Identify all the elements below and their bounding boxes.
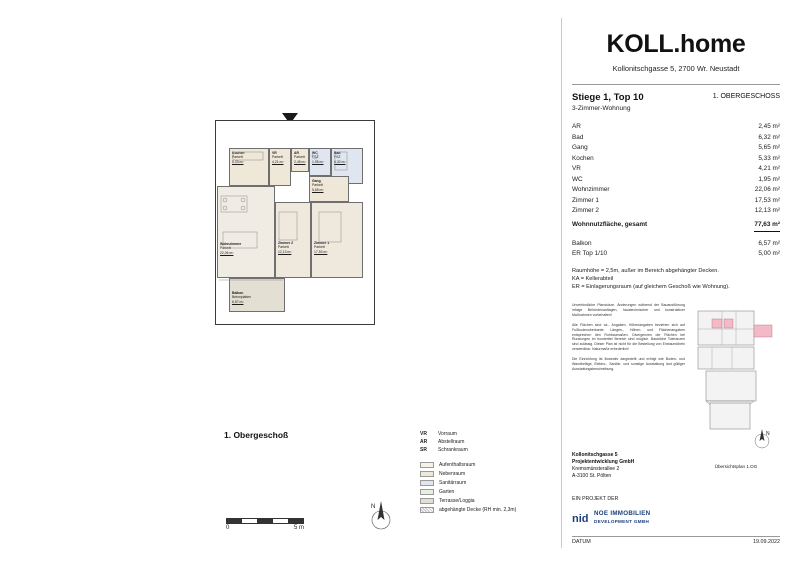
area-label: Bad (572, 133, 584, 141)
header-rule (572, 84, 780, 85)
company-address-line-3: Kremsmünsterallee 2 (572, 466, 620, 472)
area-value: 1,95 m² (758, 175, 780, 183)
area-value: 22,06 m² (754, 186, 780, 193)
area-row (572, 196, 780, 207)
legend-swatch-garten-label: Garten (439, 489, 455, 495)
legend-abbr-sr-val: Schrankraum (438, 447, 468, 453)
area-label: Zimmer 1 (572, 196, 599, 204)
company-address-line-1: Kollonitschgasse 5 (572, 452, 618, 458)
extra-value: 5,00 m² (758, 250, 780, 257)
room-zimmer-2-area: 12,13 m² (278, 249, 292, 254)
key-plan-svg (692, 303, 780, 463)
legend-swatch-sanitaerraum (420, 479, 550, 487)
area-row (572, 143, 780, 154)
area-label: VR (572, 165, 581, 172)
company-address-line-2: Projektentwicklung GmbH (572, 459, 635, 465)
extra-row (572, 239, 780, 250)
room-zimmer-1-floor: Parkett (314, 245, 325, 250)
room-kochen-floor: Parkett (232, 155, 243, 160)
legend-swatch-garten (420, 488, 550, 496)
area-value: 2,45 m² (758, 123, 780, 130)
room-balkon-area: 6,57 m² (232, 299, 244, 304)
area-total-label: Wohnnutzfläche, gesamt (572, 220, 648, 228)
legend-swatch-terrasse-label: Terrasse/Loggia (439, 498, 475, 504)
legend-swatch-sanitaerraum-label: Sanitärraum (439, 480, 467, 486)
room-bad-name: Bad (334, 151, 341, 155)
room-vr-name: VR (272, 151, 277, 155)
brand-name-2: home (680, 30, 746, 58)
svg-text:N: N (371, 504, 376, 510)
legend-swatch-aufenthaltsraum (420, 461, 550, 469)
unit-title: Stiege 1, Top 10 (572, 92, 644, 103)
company-address-line-4: A-3100 St. Pölten (572, 473, 612, 479)
notes-block (572, 267, 780, 292)
area-value: 6,32 m² (758, 133, 780, 141)
area-value: 17,53 m² (754, 196, 780, 204)
key-plan-north-icon (755, 429, 770, 448)
room-gang-area: 5,65 m² (312, 187, 324, 192)
area-row (572, 154, 780, 165)
legend-swatch-terrasse (420, 497, 550, 505)
brand-dot: . (673, 30, 680, 58)
footer-rule (572, 536, 780, 537)
room-bad-area: 6,32 m² (334, 159, 346, 164)
furniture-sketch (215, 120, 375, 325)
room-gang-floor: Parkett (312, 183, 323, 188)
area-value: 12,13 m² (754, 207, 780, 214)
area-row (572, 175, 780, 186)
vertical-divider (561, 18, 562, 548)
scale-five: 5 m (293, 525, 304, 531)
area-value: 4,21 m² (758, 165, 780, 172)
brand-logo (572, 30, 780, 59)
area-label: Wohnzimmer (572, 186, 610, 193)
room-zimmer-2-name: Zimmer 2 (278, 241, 294, 245)
extra-row (572, 249, 780, 260)
developer-logo (572, 508, 682, 530)
disclaimer-paragraph-3: Die Einrichtung ist illustrativ dargestellt und erfolgt wie Boden- und Wandbeläge, Elektro-, Sanitär- und sonstige Ausstattung laut gültiger Ausstattungsbeschreibung. (572, 357, 685, 371)
datum-label: DATUM (572, 539, 591, 545)
legend-swatch-nebenraum (420, 470, 550, 478)
legend-swatch-abgehaengte-decke-label: abgehängte Decke (RH min. 2,3m) (439, 507, 517, 513)
area-row (572, 133, 780, 144)
room-wohnzimmer-area: 22,06 m² (220, 250, 234, 255)
datum-value: 19.09.2022 (753, 539, 780, 545)
room-ar-area: 2,45 m² (294, 159, 306, 164)
swatch-garten-icon (420, 489, 434, 495)
room-wc-floor: FSZ (312, 155, 319, 160)
apartment-plan (215, 120, 375, 325)
brand-name: KOLL (606, 30, 674, 58)
legend-abbr-ar-val: Abstellraum (438, 439, 465, 445)
swatch-abgehaengte-decke-icon (420, 507, 434, 513)
area-row (572, 164, 780, 175)
scale-zero: 0 (226, 525, 230, 531)
swatch-aufenthaltsraum-icon (420, 462, 434, 468)
note-er: ER = Einlagerungsraum (auf gleichem Geschoß wie Wohnung). (572, 284, 730, 291)
room-wc-area: 1,95 m² (312, 159, 324, 164)
area-row (572, 185, 780, 196)
extra-label: ER Top 1/10 (572, 250, 608, 257)
area-label: Zimmer 2 (572, 207, 599, 214)
swatch-sanitaerraum-icon (420, 480, 434, 486)
area-label: AR (572, 123, 581, 130)
room-balkon-name: Balkon (232, 291, 244, 295)
area-label: WC (572, 175, 583, 183)
disclaimer-block (572, 303, 685, 377)
room-zimmer-1-area: 17,53 m² (314, 249, 328, 254)
company-address (572, 452, 634, 480)
room-kochen-area: 5,33 m² (232, 159, 244, 164)
north-arrow-icon (368, 498, 394, 532)
disclaimer-paragraph-1: Unverbindliche Planskizze. Änderungen während der Bauausführung infolge Behördenauflagen, haustechnischer und konstruktiver Maßnahmen vorbehalten! (572, 303, 685, 317)
legend-abbr-vr-key: VR (420, 431, 427, 437)
room-vr-area: 4,21 m² (272, 159, 284, 164)
plan-caption: 1. Obergeschoß (224, 430, 289, 440)
area-value: 5,65 m² (758, 144, 780, 151)
developer-name-block (594, 510, 650, 525)
key-plan-caption: Übersichtsplan 1.OG (714, 464, 758, 469)
key-plan-graphic (692, 303, 780, 463)
area-value: 5,33 m² (758, 154, 780, 162)
brand-address: Kollonitschgasse 5, 2700 Wr. Neustadt (612, 64, 740, 73)
area-label: Gang (572, 144, 588, 151)
legend-swatch-abgehaengte-decke (420, 506, 550, 514)
room-kochen-name: Kochen (232, 151, 245, 155)
note-room-height: Raumhöhe = 2,5m, außer im Bereich abgehängter Decken. (572, 268, 719, 274)
room-wc-name: WC (312, 151, 318, 155)
note-ka: KA = Kellerabteil (572, 276, 614, 283)
swatch-nebenraum-icon (420, 471, 434, 477)
info-column (572, 0, 800, 566)
legend-abbr-ar-key: AR (420, 439, 428, 445)
area-row (572, 206, 780, 217)
unit-subtitle: 3-Zimmer-Wohnung (572, 105, 631, 112)
swatch-terrasse-icon (420, 498, 434, 504)
floor-label: 1. OBERGESCHOSS (712, 93, 780, 100)
extra-label: Balkon (572, 239, 592, 247)
room-balkon-floor: Betonplatten (232, 295, 252, 300)
room-zimmer-1-name: Zimmer 1 (314, 241, 330, 245)
room-zimmer-2-floor: Parkett (278, 245, 289, 250)
room-ar-floor: Parkett (294, 155, 305, 160)
area-label: Kochen (572, 154, 594, 162)
disclaimer-paragraph-2: Alle Flächen sind ca.- Angaben. Höhenangaben beziehen sich auf Fußbodenoberkante. Längen-, Höhen- und Flächenangaben entsprechen den Rohbaumaßen. Divergenzen der Flächen bei Rundungen im hunderttel Bereich sind möglich. Baubliche Toleranzen sind zulässig. Dieser Plan ist nicht für die Bestellung von Einbaumöbeln verwendbar. Naturmaße erforderlich! (572, 322, 685, 352)
key-plan (692, 303, 780, 475)
room-vr-floor: Parkett (272, 155, 283, 160)
plan-legend (420, 430, 550, 514)
legend-abbr-vr (420, 430, 550, 438)
room-wohnzimmer-name: Wohnzimmer (220, 242, 242, 246)
legend-abbr-sr-key: SR (420, 447, 427, 453)
legend-abbr-vr-val: Vorraum (438, 431, 457, 437)
legend-swatch-aufenthaltsraum-label: Aufenthaltsraum (439, 462, 476, 468)
room-gang-name: Gang (312, 179, 321, 183)
legend-abbr-ar (420, 438, 550, 446)
scale-bar (226, 518, 304, 531)
extra-value: 6,57 m² (758, 239, 780, 247)
developer-name: NOE IMMOBILIEN (594, 510, 651, 517)
area-total-row (572, 220, 780, 232)
svg-text:nid: nid (572, 513, 589, 524)
room-ar-name: AR (294, 151, 299, 155)
svg-text:N: N (766, 431, 770, 437)
legend-abbr-sr (420, 446, 550, 454)
developer-sub: DEVELOPMENT GMBH (594, 518, 650, 524)
area-total-value: 77,63 m² (754, 220, 780, 232)
room-bad-floor: FSZ (334, 155, 341, 160)
area-row (572, 122, 780, 133)
nid-mark-icon (572, 511, 589, 524)
project-by-label: EIN PROJEKT DER (572, 496, 619, 502)
legend-swatch-nebenraum-label: Nebenraum (439, 471, 466, 477)
area-table (572, 122, 780, 260)
room-wohnzimmer-floor: Parkett (220, 246, 231, 251)
